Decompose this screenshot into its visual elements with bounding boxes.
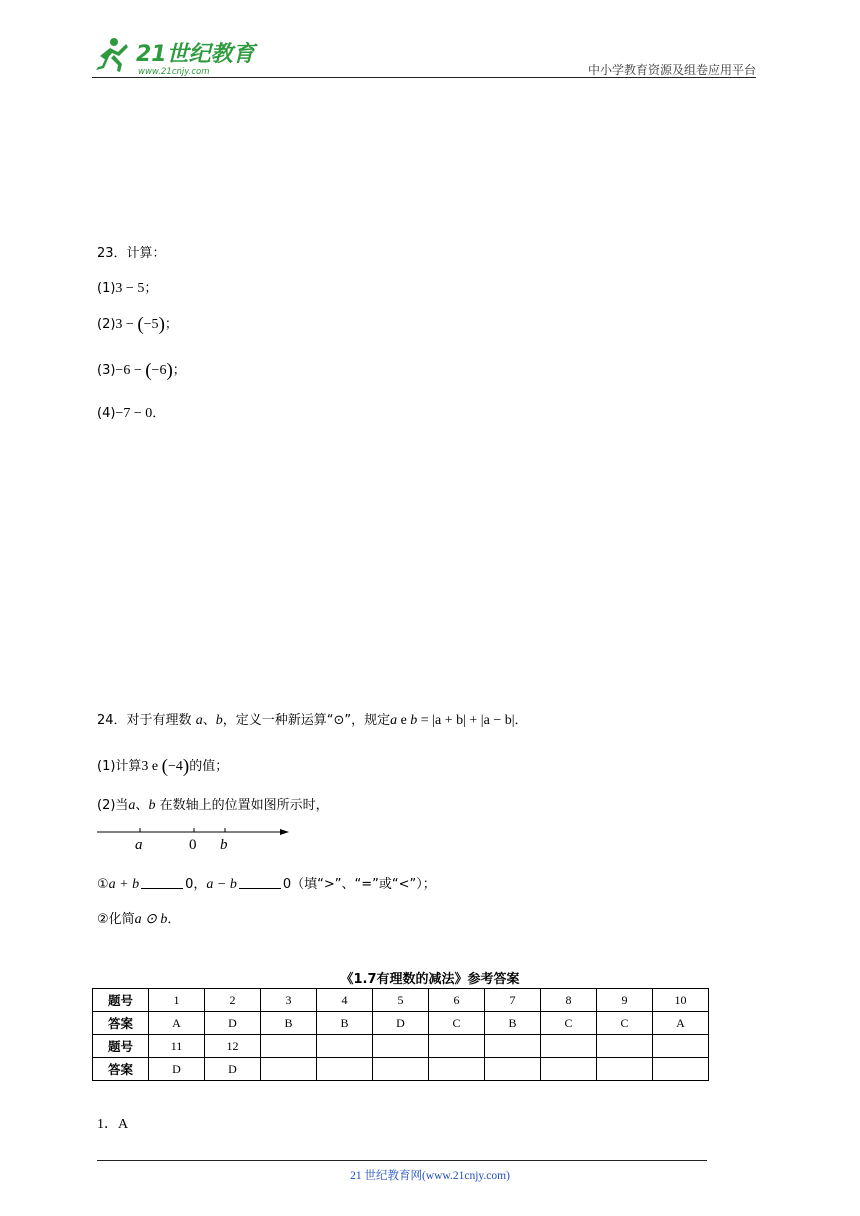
table-cell: [429, 1058, 485, 1081]
q23-title: 23．计算：: [97, 246, 166, 261]
row-header: 题号: [93, 1035, 149, 1058]
table-cell: 11: [149, 1035, 205, 1058]
table-cell: [317, 1058, 373, 1081]
table-cell: [261, 1058, 317, 1081]
table-row-answers-1: [93, 1012, 709, 1035]
table-cell: 10: [653, 989, 709, 1012]
table-cell: [597, 1035, 653, 1058]
number-line: [97, 824, 297, 854]
q23-part1: (1)3 − 5；: [97, 281, 158, 296]
row-header: 答案: [93, 1058, 149, 1081]
table-cell: [261, 1035, 317, 1058]
q24-definition: a e b = |a + b| + |a − b|: [390, 713, 515, 728]
footer-link[interactable]: 21 世纪教育网(www.21cnjy.com): [350, 1170, 510, 1182]
table-cell: A: [149, 1012, 205, 1035]
q23-part4: (4)−7 − 0．: [97, 406, 166, 421]
table-cell: 2: [205, 989, 261, 1012]
table-cell: [317, 1035, 373, 1058]
table-cell: 6: [429, 989, 485, 1012]
table-cell: D: [205, 1012, 261, 1035]
header-divider: [92, 77, 756, 78]
site-logo: [92, 34, 262, 78]
table-cell: [485, 1035, 541, 1058]
expr-a-odot-b: a ⊙ b: [134, 912, 168, 927]
q23-part1-expr: 3 − 5: [115, 281, 145, 296]
table-cell: B: [317, 1012, 373, 1035]
q24-part1: (1)计算3 e (−4)的值；: [97, 756, 229, 777]
logo-text: 21世纪教育: [136, 42, 255, 67]
table-cell: [429, 1035, 485, 1058]
q24-subpart2: ②化简a ⊙ b．: [97, 912, 181, 927]
label-b: b: [220, 837, 228, 853]
table-cell: [653, 1035, 709, 1058]
q24-part2: (2)当a、b 在数轴上的位置如图所示时，: [97, 798, 329, 813]
footer-divider: [97, 1160, 707, 1161]
table-cell: [373, 1035, 429, 1058]
expr-a-plus-b: a + b: [108, 877, 140, 892]
table-cell: [597, 1058, 653, 1081]
q23-part4-expr: −7 − 0: [115, 406, 153, 421]
table-cell: C: [597, 1012, 653, 1035]
table-cell: D: [149, 1058, 205, 1081]
q23-part3-expr: −6 − (−6): [115, 360, 173, 381]
answer-blank-2[interactable]: [239, 876, 281, 889]
table-cell: 9: [597, 989, 653, 1012]
label-0: 0: [189, 837, 197, 853]
table-row-numbers-1: [93, 989, 709, 1012]
q23-part2: (2)3 − (−5)；: [97, 314, 178, 335]
answer-key-title: 《1.7有理数的减法》参考答案: [340, 972, 520, 987]
answer-blank-1[interactable]: [141, 876, 183, 889]
header-platform-text: 中小学教育资源及组卷应用平台: [587, 63, 756, 77]
number-line-arrow: [280, 829, 289, 835]
q24-part1-expr: 3 e (−4): [141, 756, 190, 777]
label-a: a: [135, 837, 143, 853]
table-cell: D: [205, 1058, 261, 1081]
table-cell: 5: [373, 989, 429, 1012]
table-cell: [485, 1058, 541, 1081]
table-cell: 4: [317, 989, 373, 1012]
table-cell: [373, 1058, 429, 1081]
table-cell: 12: [205, 1035, 261, 1058]
answer-key-table: [92, 988, 709, 1081]
table-row-numbers-2: [93, 1035, 709, 1058]
table-cell: B: [261, 1012, 317, 1035]
table-cell: [541, 1035, 597, 1058]
table-cell: C: [541, 1012, 597, 1035]
table-cell: B: [485, 1012, 541, 1035]
q24-statement: 24．对于有理数 a、b，定义一种新运算“⊙”，规定a e b = |a + b| + |a − b|．: [97, 713, 528, 728]
table-cell: 8: [541, 989, 597, 1012]
table-cell: D: [373, 1012, 429, 1035]
expr-a-minus-b: a − b: [206, 877, 237, 892]
table-cell: A: [653, 1012, 709, 1035]
logo-url: www.21cnjy.com: [138, 67, 210, 77]
runner-icon: [96, 38, 128, 72]
table-row-answers-2: [93, 1058, 709, 1081]
q24-subpart1: ①a + b 0，a − b 0（填“>”、“=”或“<”）；: [97, 877, 436, 892]
q23-part2-expr: 3 − (−5): [115, 314, 165, 335]
row-header: 题号: [93, 989, 149, 1012]
table-cell: 1: [149, 989, 205, 1012]
table-cell: 3: [261, 989, 317, 1012]
table-cell: [653, 1058, 709, 1081]
q23-part3: (3)−6 − (−6)；: [97, 360, 186, 381]
table-cell: C: [429, 1012, 485, 1035]
solution-1: 1．A: [97, 1117, 129, 1132]
table-cell: 7: [485, 989, 541, 1012]
row-header: 答案: [93, 1012, 149, 1035]
table-cell: [541, 1058, 597, 1081]
